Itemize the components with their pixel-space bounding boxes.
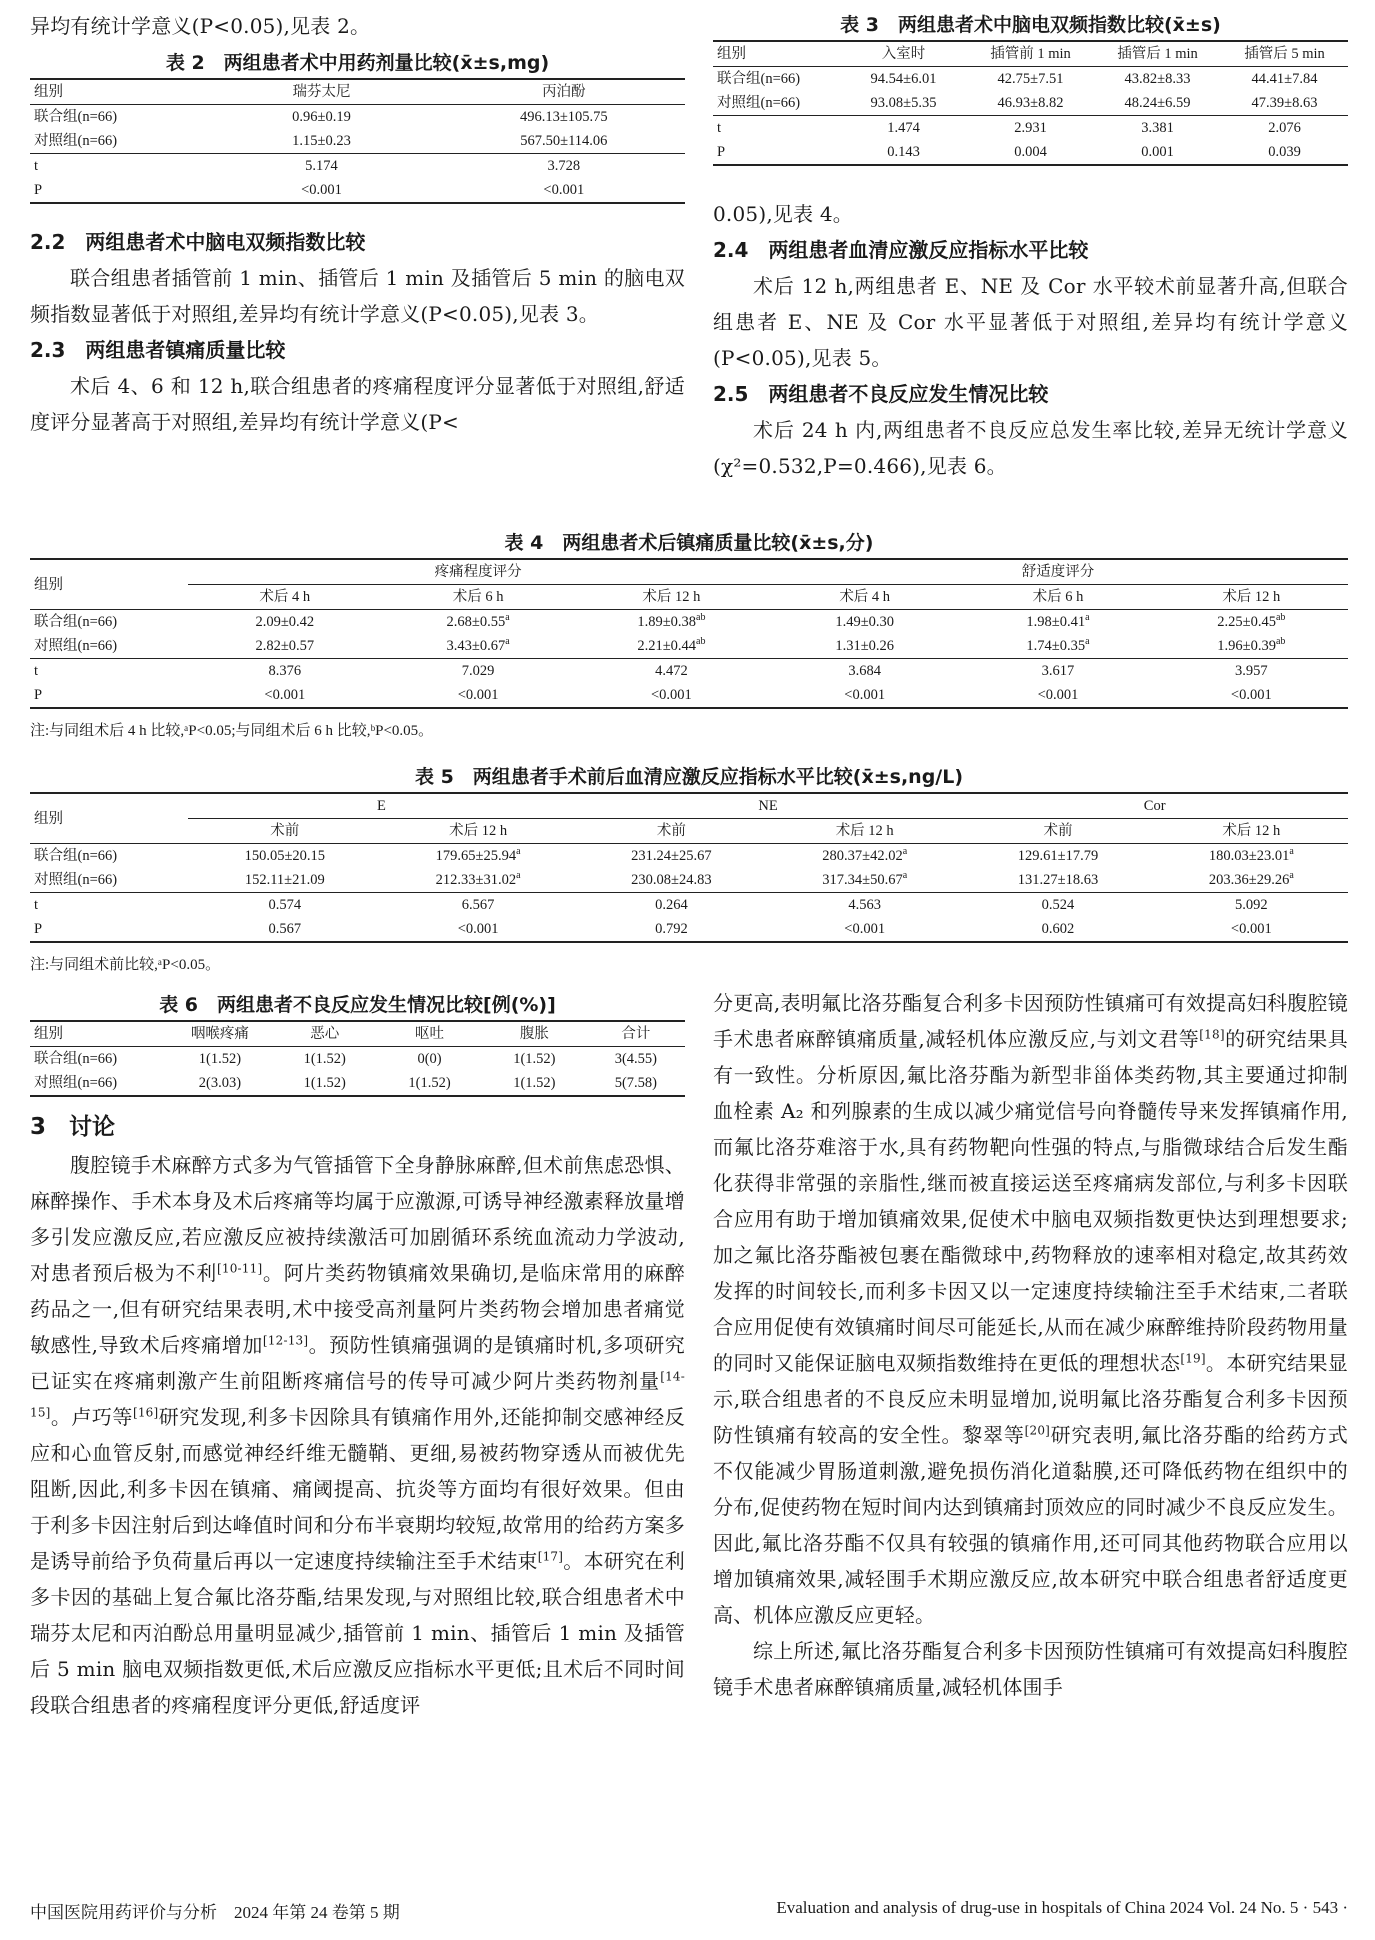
table6-header-cell: 呕吐	[377, 1021, 482, 1047]
table4	[30, 558, 1348, 709]
superscript-mark: ab	[696, 612, 706, 624]
table-row	[713, 140, 1348, 165]
cell-value: 3.957	[1235, 663, 1268, 679]
table-cell	[188, 659, 381, 684]
citation-ref: [10-11]	[216, 1261, 263, 1276]
table-cell	[961, 659, 1154, 684]
paragraph-text: 的研究结果具有一致性。分析原因,氟比洛芬酯为新型非甾体类药物,其主要通过抑制血栓素 A₂ 和列腺素的生成以减少痛觉信号向脊髓传导来发挥镇痛作用,而氟比洛芬难溶于水,具有药物靶向性强的特点,与脂微球结合后发生酯化获得非常强的亲脂性,继而被直接运送至疼痛病发部位,与利多卡因联合应用有助于增加镇痛效果,促使术中脑电双频指数更快达到理想要求;加之氟比洛芬酯被包裹在酯微球中,药物释放的速率相对稳定,故其药效发挥的时间较长,而利多卡因又以一定速度持续输注至手术结束,二者联合应用促使有效镇痛时间尽可能延长,从而在减少麻醉维持阶段药物用量的同时又能保证脑电双频指数维持在更低的理想状态	[713, 1027, 1348, 1375]
table-cell: 2(3.03)	[198, 1075, 242, 1091]
cell-value: 179.65±25.94	[435, 848, 517, 864]
table-row	[30, 868, 1348, 893]
cell-value: 180.03±23.01	[1208, 848, 1290, 864]
cell-value: 1.89±0.38	[637, 614, 697, 630]
table-cell: 42.75±7.51	[997, 71, 1064, 87]
cell-value: 0.574	[268, 897, 302, 913]
cell-value: <0.001	[844, 921, 886, 937]
table-cell: 46.93±8.82	[997, 95, 1064, 111]
table-row	[30, 105, 685, 130]
table-row	[713, 67, 1348, 92]
sec23-body: 术后 4、6 和 12 h,联合组患者的疼痛程度评分显著低于对照组,舒适度评分显著高于对照组,差异均有统计学意义(P<	[30, 374, 685, 434]
table6-header-cell: 合计	[587, 1021, 685, 1047]
table-cell	[188, 893, 381, 918]
table4-sub-header: 术后 6 h	[961, 585, 1154, 610]
table-cell: 联合组(n=66)	[34, 109, 118, 125]
paragraph-text: 研究发现,利多卡因除具有镇痛作用外,还能抑制交感神经反应和心血管反射,而感觉神经纤维无髓鞘、更细,易被药物穿透从而被优先阻断,因此,利多卡因在镇痛、痛阈提高、抗炎等方面均有很好效果。但由于利多卡因注射后到达峰值时间和分布半衰期均较短,故常用的给药方案多是诱导前给予负荷量后再以一定速度持续输注至手术结束	[30, 1405, 685, 1573]
table4-group-row	[30, 559, 1348, 585]
cell-value: <0.001	[844, 687, 886, 703]
table-cell	[188, 844, 381, 869]
cell-value: 1.96±0.39	[1217, 638, 1276, 654]
paragraph-text: 。本研究结果显示,联合组患者的不良反应未明显增加,说明氟比洛芬酯复合利多卡因预防性镇痛有较高的安全性。黎翠等	[713, 1351, 1348, 1447]
cell-value: 5.092	[1235, 897, 1268, 913]
table-cell: 对照组(n=66)	[34, 1075, 118, 1091]
table-cell	[188, 634, 381, 659]
table-cell: 5.174	[200, 154, 442, 179]
table4-caption: 表 4 两组患者术后镇痛质量比较(x̄±s,分)	[504, 532, 874, 554]
table-cell	[1155, 893, 1348, 918]
table4-group-header: 舒适度评分	[768, 559, 1348, 585]
table-cell: 1(1.52)	[513, 1075, 556, 1091]
discussion-paragraph-2: 综上所述,氟比洛芬酯复合利多卡因预防性镇痛可有效提高妇科腹腔镜手术患者麻醉镇痛质量,减轻机体围手	[713, 1639, 1348, 1699]
table-cell	[768, 917, 961, 942]
paragraph-text: 。预防性镇痛强调的是镇痛时机,多项研究已证实在疼痛刺激产生前阻断疼痛信号的传导可减少阿片类药物剂量	[30, 1333, 685, 1393]
table3-caption: 表 3 两组患者术中脑电双频指数比较(x̄±s)	[840, 14, 1221, 36]
cell-value: <0.001	[457, 921, 499, 937]
table-cell	[1155, 844, 1348, 869]
superscript-mark: a	[902, 846, 908, 858]
table-cell	[768, 868, 961, 893]
table-cell: P	[34, 182, 43, 198]
table5-sub-header: 术后 12 h	[1155, 819, 1348, 844]
table-cell: 94.54±6.01	[870, 71, 937, 87]
citation-ref: [16]	[132, 1405, 159, 1420]
cell-value: 212.33±31.02	[435, 872, 517, 888]
discussion-paragraph-1	[30, 1147, 685, 1723]
table-cell	[381, 659, 574, 684]
superscript-mark: a	[516, 846, 521, 858]
sec25-body: 术后 24 h 内,两组患者不良反应总发生率比较,差异无统计学意义(χ²=0.532,P=0.466),见表 6。	[713, 418, 1348, 478]
table-cell: 联合组(n=66)	[34, 1051, 118, 1067]
cell-value: 1.49±0.30	[835, 614, 895, 630]
table-cell: 48.24±6.59	[1124, 95, 1191, 111]
table-cell: 496.13±105.75	[519, 109, 608, 125]
sec3-title: 3 讨论	[30, 1114, 116, 1140]
table-row	[30, 1071, 685, 1096]
table-cell: t	[30, 154, 200, 179]
table-cell	[381, 683, 574, 708]
table-cell	[188, 917, 381, 942]
superscript-mark: a	[516, 870, 521, 882]
table-cell: <0.001	[543, 182, 585, 198]
table-cell: 2.076	[1221, 116, 1348, 141]
table-cell	[381, 844, 574, 869]
table6-header-row	[30, 1021, 685, 1047]
table-cell	[381, 868, 574, 893]
table3-header-cell: 插管后 1 min	[1094, 41, 1221, 67]
table-row-label: 联合组(n=66)	[34, 848, 118, 864]
cell-value: 8.376	[268, 663, 302, 679]
table6	[30, 1020, 685, 1097]
table-cell	[768, 610, 961, 635]
table-cell: 5(7.58)	[614, 1075, 658, 1091]
table-row-label: P	[34, 687, 43, 703]
right-top-text: 0.05),见表 4。	[713, 202, 853, 226]
superscript-mark: ab	[696, 636, 706, 648]
cell-value: 230.08±24.83	[631, 872, 712, 888]
table-cell	[1155, 634, 1348, 659]
table-cell	[188, 610, 381, 635]
cell-value: 0.792	[655, 921, 688, 937]
paragraph-text: 分更高,表明氟比洛芬酯复合利多卡因预防性镇痛可有效提高妇科腹腔镜手术患者麻醉镇痛质量,减轻机体应激反应,与刘文君等	[713, 991, 1348, 1051]
table5-sub-header: 术后 12 h	[381, 819, 574, 844]
table-cell: 对照组(n=66)	[34, 133, 118, 149]
cell-value: 2.82±0.57	[255, 638, 315, 654]
table-row	[713, 116, 1348, 141]
table5-caption: 表 5 两组患者手术前后血清应激反应指标水平比较(x̄±s,ng/L)	[414, 766, 964, 788]
table-cell	[575, 917, 768, 942]
cell-value: 129.61±17.79	[1017, 848, 1099, 864]
table-cell: 1(1.52)	[408, 1075, 451, 1091]
table-cell: 0.001	[1141, 144, 1174, 160]
cell-value: 7.029	[461, 663, 495, 679]
cell-value: 1.98±0.41	[1026, 614, 1086, 630]
table3-header-cell: 插管后 5 min	[1221, 41, 1348, 67]
citation-ref: [14-15]	[30, 1369, 685, 1420]
footer-page: Evaluation and analysis of drug-use in hospitals of China 2024 Vol. 24 No. 5 · 543 ·	[776, 1898, 1348, 1917]
table-row	[30, 634, 1348, 659]
paragraph-text: 腹腔镜手术麻醉方式多为气管插管下全身静脉麻醉,但术前焦虑恐惧、麻醉操作、手术本身及术后疼痛等均属于应激源,可诱导神经激素释放量增多引发应激反应,若应激反应被持续激活可加剧循环系统血流动力学波动,对患者预后极为不利	[30, 1153, 685, 1285]
table-cell: 1(1.52)	[303, 1075, 346, 1091]
table-cell	[575, 634, 768, 659]
table3-header-row	[713, 41, 1348, 67]
superscript-mark: a	[505, 636, 510, 648]
table-cell: 3(4.55)	[614, 1051, 658, 1067]
table-cell: 对照组(n=66)	[717, 95, 801, 111]
table-cell	[381, 610, 574, 635]
table-cell: 0.004	[1014, 144, 1047, 160]
superscript-mark: a	[1085, 612, 1090, 624]
table-row-label: t	[30, 659, 188, 684]
cell-value: <0.001	[1230, 687, 1272, 703]
cell-value: <0.001	[264, 687, 306, 703]
cell-value: 1.31±0.26	[835, 638, 895, 654]
table5	[30, 792, 1348, 943]
table-cell	[575, 659, 768, 684]
table-cell	[961, 868, 1154, 893]
table3-header-cell: 入室时	[840, 41, 967, 67]
table-cell	[381, 893, 574, 918]
table-cell	[961, 683, 1154, 708]
table-row	[30, 129, 685, 154]
table-cell	[575, 868, 768, 893]
table-cell: 44.41±7.84	[1251, 71, 1318, 87]
table2-header-cell: 瑞芬太尼	[200, 79, 442, 105]
table-cell	[961, 634, 1154, 659]
table-cell: 联合组(n=66)	[717, 71, 801, 87]
cell-value: <0.001	[1037, 687, 1079, 703]
table4-note: 注:与同组术后 4 h 比较,ᵃP<0.05;与同组术后 6 h 比较,ᵇP<0.05。	[30, 723, 434, 739]
paragraph-text: 研究表明,氟比洛芬酯的给药方式不仅能减少胃肠道刺激,避免损伤消化道黏膜,还可降低药物在组织中的分布,促使药物在短时间内达到镇痛封顶效应的同时减少不良反应发生。因此,氟比洛芬酯不仅具有较强的镇痛作用,还可同其他药物联合应用以增加镇痛效果,减轻围手术期应激反应,故本研究中联合组患者舒适度更高、机体应激反应更轻。	[713, 1423, 1349, 1627]
table-cell	[768, 683, 961, 708]
paragraph-text: 。阿片类药物镇痛效果确切,是临床常用的麻醉药品之一,但有研究结果表明,术中接受高剂量阿片类药物会增加患者痛觉敏感性,导致术后疼痛增加	[30, 1261, 685, 1357]
cell-value: 0.602	[1041, 921, 1075, 937]
table2-header-row	[30, 79, 685, 105]
sec22-title: 2.2 两组患者术中脑电双频指数比较	[30, 230, 366, 254]
table2-caption: 表 2 两组患者术中用药剂量比较(x̄±s,mg)	[165, 52, 550, 74]
table-cell	[768, 844, 961, 869]
left-top-text: 异均有统计学意义(P<0.05),见表 2。	[30, 14, 371, 38]
table-cell	[961, 844, 1154, 869]
superscript-mark: a	[1289, 870, 1294, 882]
cell-value: <0.001	[1230, 921, 1272, 937]
table6-header-cell: 咽喉疼痛	[168, 1021, 273, 1047]
cell-value: 0.567	[268, 921, 302, 937]
table-row	[30, 683, 1348, 708]
cell-value: 1.74±0.35	[1026, 638, 1086, 654]
superscript-mark: ab	[1275, 636, 1286, 648]
table6-header-cell: 组别	[30, 1021, 168, 1047]
table-row-label: 联合组(n=66)	[34, 614, 118, 630]
table-row	[30, 917, 1348, 942]
table5-sub-header: 术前	[961, 819, 1154, 844]
table-cell: 1(1.52)	[513, 1051, 556, 1067]
table-cell	[575, 893, 768, 918]
table-cell	[961, 893, 1154, 918]
table-row	[713, 91, 1348, 116]
table-cell	[575, 610, 768, 635]
table3	[713, 40, 1348, 166]
table-cell	[188, 683, 381, 708]
table4-sub-header: 术后 4 h	[188, 585, 381, 610]
table5-group-label: 组别	[30, 793, 188, 844]
paragraph-text: 。卢巧等	[50, 1405, 133, 1429]
table-row	[30, 659, 1348, 684]
table-cell	[188, 868, 381, 893]
cell-value: 2.25±0.45	[1217, 614, 1276, 630]
table-cell	[381, 634, 574, 659]
superscript-mark: a	[902, 870, 908, 882]
table-row	[30, 1047, 685, 1072]
table-cell: P	[717, 144, 726, 160]
superscript-mark: a	[1085, 636, 1090, 648]
table-cell	[575, 844, 768, 869]
table4-group-label: 组别	[30, 559, 188, 610]
left-column-top	[30, 8, 685, 440]
table2-header-cell: 丙泊酚	[443, 79, 685, 105]
sec25-title: 2.5 两组患者不良反应发生情况比较	[713, 382, 1049, 406]
table6-header-cell: 腹胀	[482, 1021, 587, 1047]
table2	[30, 78, 685, 204]
citation-ref: [20]	[1024, 1423, 1051, 1438]
table-cell: 0.143	[887, 144, 920, 160]
cell-value: 152.11±21.09	[244, 872, 325, 888]
citation-ref: [19]	[1180, 1351, 1206, 1366]
cell-value: <0.001	[650, 687, 692, 703]
table-cell	[768, 659, 961, 684]
cell-value: 150.05±20.15	[244, 848, 326, 864]
citation-ref: [18]	[1199, 1027, 1225, 1042]
table-row-label: 对照组(n=66)	[34, 872, 118, 888]
table-cell: <0.001	[301, 182, 342, 198]
table4-sub-row	[30, 585, 1348, 610]
table-cell	[1155, 659, 1348, 684]
table-cell: t	[713, 116, 840, 141]
table4-sub-header: 术后 12 h	[575, 585, 768, 610]
table5-group-row	[30, 793, 1348, 819]
sec23-title: 2.3 两组患者镇痛质量比较	[30, 338, 286, 362]
table5-note: 注:与同组术前比较,ᵃP<0.05。	[30, 957, 221, 973]
table-cell: 0(0)	[417, 1051, 442, 1067]
table-row	[30, 610, 1348, 635]
cell-value: 203.36±29.26	[1208, 872, 1290, 888]
cell-value: 317.34±50.67	[822, 872, 903, 888]
table-row	[30, 154, 685, 179]
superscript-mark: ab	[1275, 612, 1286, 624]
sec24-body: 术后 12 h,两组患者 E、NE 及 Cor 水平较术前显著升高,但联合组患者 E、NE 及 Cor 水平显著低于对照组,差异均有统计学意义(P<0.05),见表 5。	[713, 274, 1348, 370]
table-cell	[575, 683, 768, 708]
table4-group-header: 疼痛程度评分	[188, 559, 768, 585]
table-cell: 3.728	[443, 154, 685, 179]
cell-value: 3.684	[848, 663, 881, 679]
paragraph-text: 。本研究在利多卡因的基础上复合氟比洛芬酯,结果发现,与对照组比较,联合组患者术中瑞芬太尼和丙泊酚总用量明显减少,插管前 1 min、插管后 1 min 及插管后 5 min 脑电双频指数更低,术后应激反应指标水平更低;且术后不同时间段联合组患者的疼痛程度评分更低,舒适度评	[30, 1549, 686, 1717]
table5-sub-header: 术前	[575, 819, 768, 844]
sec24-title: 2.4 两组患者血清应激反应指标水平比较	[713, 238, 1089, 262]
cell-value: 0.264	[655, 897, 688, 913]
table-cell	[1155, 683, 1348, 708]
table-cell: 47.39±8.63	[1251, 95, 1318, 111]
table-cell	[381, 917, 574, 942]
table-cell	[1155, 610, 1348, 635]
table-cell	[768, 893, 961, 918]
cell-value: 231.24±25.67	[631, 848, 712, 864]
citation-ref: [12-13]	[262, 1333, 309, 1348]
cell-value: 131.27±18.63	[1017, 872, 1099, 888]
cell-value: 4.563	[848, 897, 881, 913]
table5-sub-header: 术前	[188, 819, 381, 844]
table4-sub-header: 术后 6 h	[381, 585, 574, 610]
table5-group-header: NE	[575, 793, 962, 819]
table5-group-header: Cor	[961, 793, 1348, 819]
table2-header-cell: 组别	[30, 79, 200, 105]
table-cell: 3.381	[1094, 116, 1221, 141]
table-row	[30, 844, 1348, 869]
table-cell: 0.039	[1268, 144, 1301, 160]
table4-sub-header: 术后 4 h	[768, 585, 961, 610]
table-row	[30, 893, 1348, 918]
cell-value: 4.472	[655, 663, 688, 679]
table-cell	[1155, 917, 1348, 942]
table-cell: 2.931	[967, 116, 1094, 141]
table-cell	[961, 610, 1154, 635]
table6-caption: 表 6 两组患者不良反应发生情况比较[例(%)]	[159, 994, 556, 1016]
cell-value: 0.524	[1041, 897, 1075, 913]
table-cell	[1155, 868, 1348, 893]
table4-block	[30, 528, 1348, 743]
cell-value: 2.09±0.42	[255, 614, 315, 630]
table5-sub-header: 术后 12 h	[768, 819, 961, 844]
table-row-label: 对照组(n=66)	[34, 638, 118, 654]
cell-value: 280.37±42.02	[822, 848, 903, 864]
sec22-body: 联合组患者插管前 1 min、插管后 1 min 及插管后 5 min 的脑电双频指数显著低于对照组,差异均有统计学意义(P<0.05),见表 3。	[30, 266, 685, 326]
table-cell: 1.15±0.23	[292, 133, 351, 149]
table-row-label: P	[34, 921, 43, 937]
table4-sub-header: 术后 12 h	[1155, 585, 1348, 610]
table-cell	[961, 917, 1154, 942]
table-cell: 1.474	[840, 116, 967, 141]
table5-block	[30, 762, 1348, 977]
table-cell: 43.82±8.33	[1124, 71, 1191, 87]
cell-value: 3.43±0.67	[446, 638, 506, 654]
cell-value: 2.21±0.44	[637, 638, 697, 654]
superscript-mark: a	[1289, 846, 1294, 858]
table-cell: 0.96±0.19	[292, 109, 351, 125]
table-cell: 1(1.52)	[198, 1051, 242, 1067]
table-cell: 1(1.52)	[303, 1051, 346, 1067]
citation-ref: [17]	[537, 1549, 564, 1564]
cell-value: 3.617	[1041, 663, 1075, 679]
right-column-bottom	[713, 985, 1348, 1705]
table-cell	[768, 634, 961, 659]
right-column-top	[713, 10, 1348, 484]
discussion-paragraph-1-cont	[713, 985, 1348, 1633]
table-row	[30, 178, 685, 203]
table3-header-cell: 插管前 1 min	[967, 41, 1094, 67]
table-cell: 93.08±5.35	[870, 95, 937, 111]
cell-value: 2.68±0.55	[446, 614, 506, 630]
cell-value: <0.001	[457, 687, 499, 703]
table-cell: 567.50±114.06	[520, 133, 608, 149]
table5-group-header: E	[188, 793, 575, 819]
footer-journal: 中国医院用药评价与分析 2024 年第 24 卷第 5 期	[30, 1903, 400, 1922]
left-column-bottom	[30, 990, 685, 1723]
cell-value: 6.567	[461, 897, 495, 913]
table-row-label: t	[30, 893, 188, 918]
table6-header-cell: 恶心	[272, 1021, 377, 1047]
table3-header-cell: 组别	[713, 41, 840, 67]
table5-sub-row	[30, 819, 1348, 844]
superscript-mark: a	[505, 612, 510, 624]
